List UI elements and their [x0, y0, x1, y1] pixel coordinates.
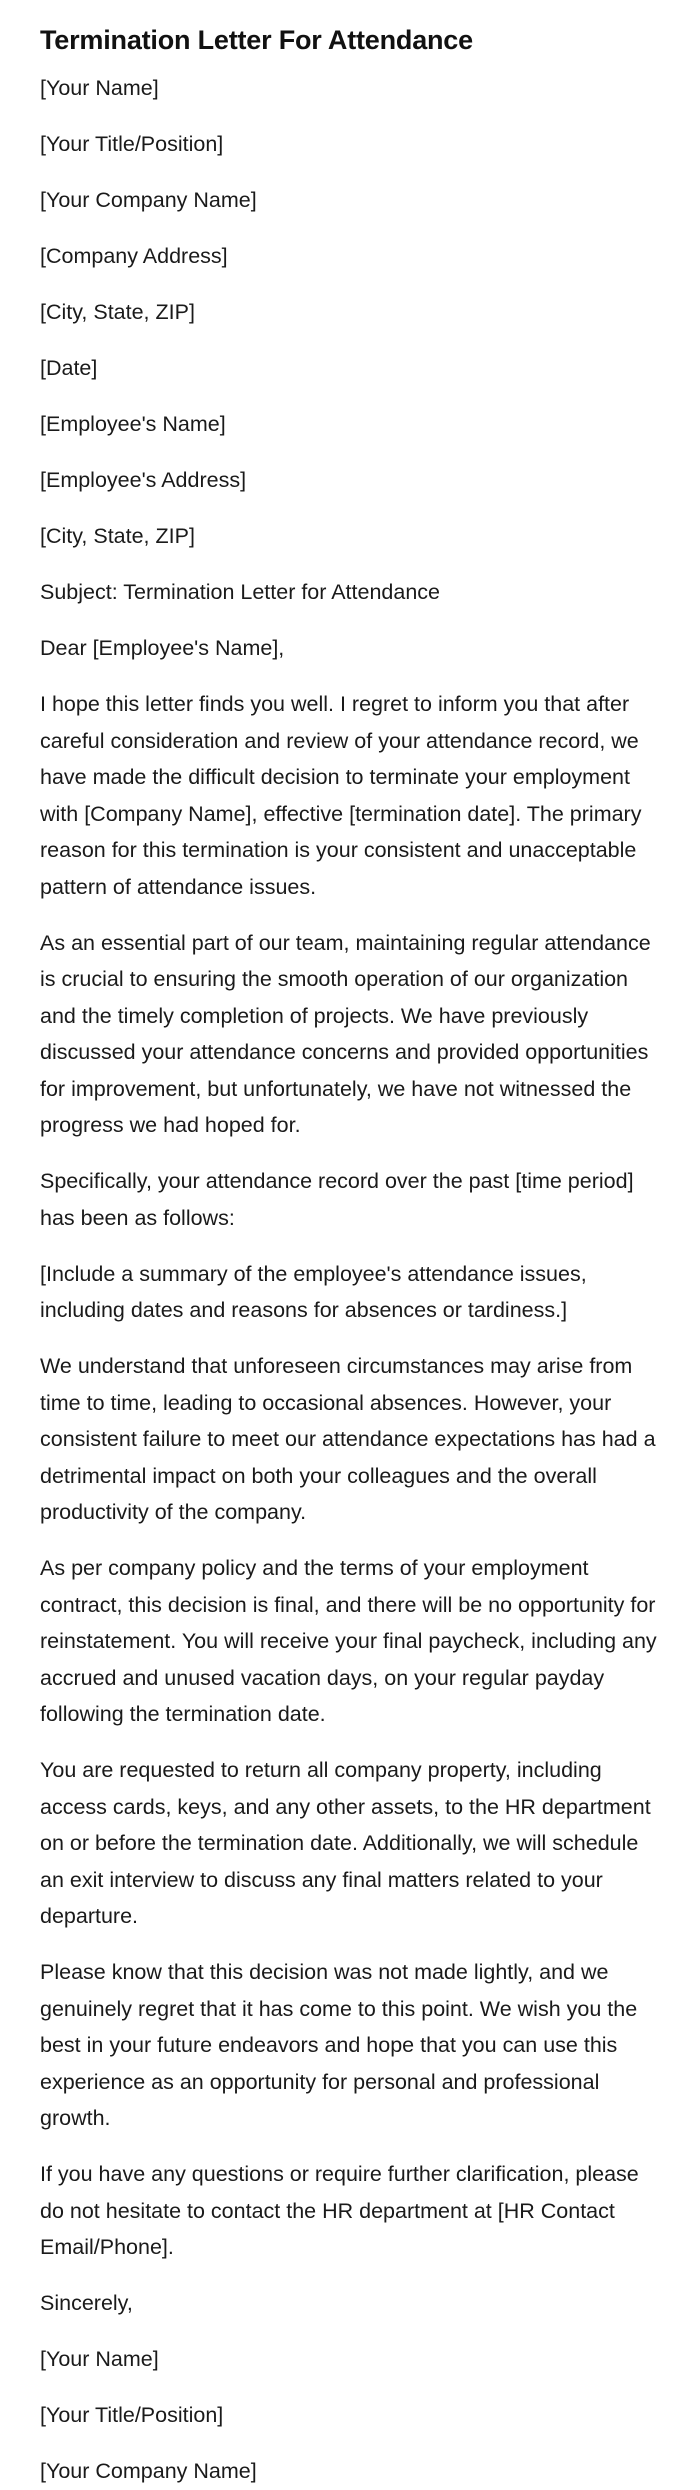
sender-title: [Your Title/Position] — [40, 132, 224, 156]
body-paragraph: As an essential part of our team, maintaining regular attendance is crucial to ensuring the smooth operation of our organization and the timely completion of projects. We have previously discussed your attendance concerns and provided opportunities for improvement, but unfortunately, we have not witnessed the progress we had hoped for. — [40, 930, 651, 1137]
body-paragraph: I hope this letter finds you well. I regret to inform you that after careful consideration and review of your attendance record, we have made the difficult decision to terminate your employment with [Company Name], effective [termination date]. The primary reason for this termination is your consistent and unacceptable pattern of attendance issues. — [40, 692, 642, 899]
page-title: Termination Letter For Attendance — [40, 25, 473, 55]
body-paragraph: [Include a summary of the employee's attendance issues, including dates and reasons for absences or tardiness.] — [40, 1261, 587, 1322]
salutation: Dear [Employee's Name], — [40, 636, 285, 660]
recipient-city-state-zip: [City, State, ZIP] — [40, 524, 195, 548]
body-paragraph: Please know that this decision was not made lightly, and we genuinely regret that it has come to this point. We wish you the best in your future endeavors and hope that you can use this experience as an opportunity for personal and professional growth. — [40, 1960, 638, 2130]
recipient-address: [Employee's Address] — [40, 468, 247, 492]
sender-address: [Company Address] — [40, 244, 228, 268]
subject-line: Subject: Termination Letter for Attendance — [40, 580, 440, 604]
body-paragraph: Specifically, your attendance record over the past [time period] has been as follows: — [40, 1169, 634, 1230]
sender-city-state-zip: [City, State, ZIP] — [40, 300, 195, 324]
recipient-name: [Employee's Name] — [40, 412, 226, 436]
signature-company: [Your Company Name] — [40, 2459, 257, 2483]
signature-title: [Your Title/Position] — [40, 2403, 224, 2427]
body-paragraph: As per company policy and the terms of your employment contract, this decision is final, and there will be no opportunity for reinstatement. You will receive your final paycheck, including any accrued and unused vacation days, on your regular payday following the termination date. — [40, 1556, 657, 1726]
sender-name: [Your Name] — [40, 76, 159, 100]
body-paragraph: If you have any questions or require further clarification, please do not hesitate to contact the HR department at [HR Contact Email/Phone]. — [40, 2162, 639, 2259]
body-paragraph: We understand that unforeseen circumstances may arise from time to time, leading to occasional absences. However, your consistent failure to meet our attendance expectations has had a detrimental impact on both your colleagues and the overall productivity of the company. — [40, 1354, 656, 1524]
letter-date: [Date] — [40, 356, 98, 380]
signature-name: [Your Name] — [40, 2347, 159, 2371]
sender-company: [Your Company Name] — [40, 188, 257, 212]
closing: Sincerely, — [40, 2291, 133, 2315]
body-paragraph: You are requested to return all company property, including access cards, keys, and any other assets, to the HR department on or before the termination date. Additionally, we will schedule an exit interview to discuss any final matters related to your departure. — [40, 1758, 651, 1928]
